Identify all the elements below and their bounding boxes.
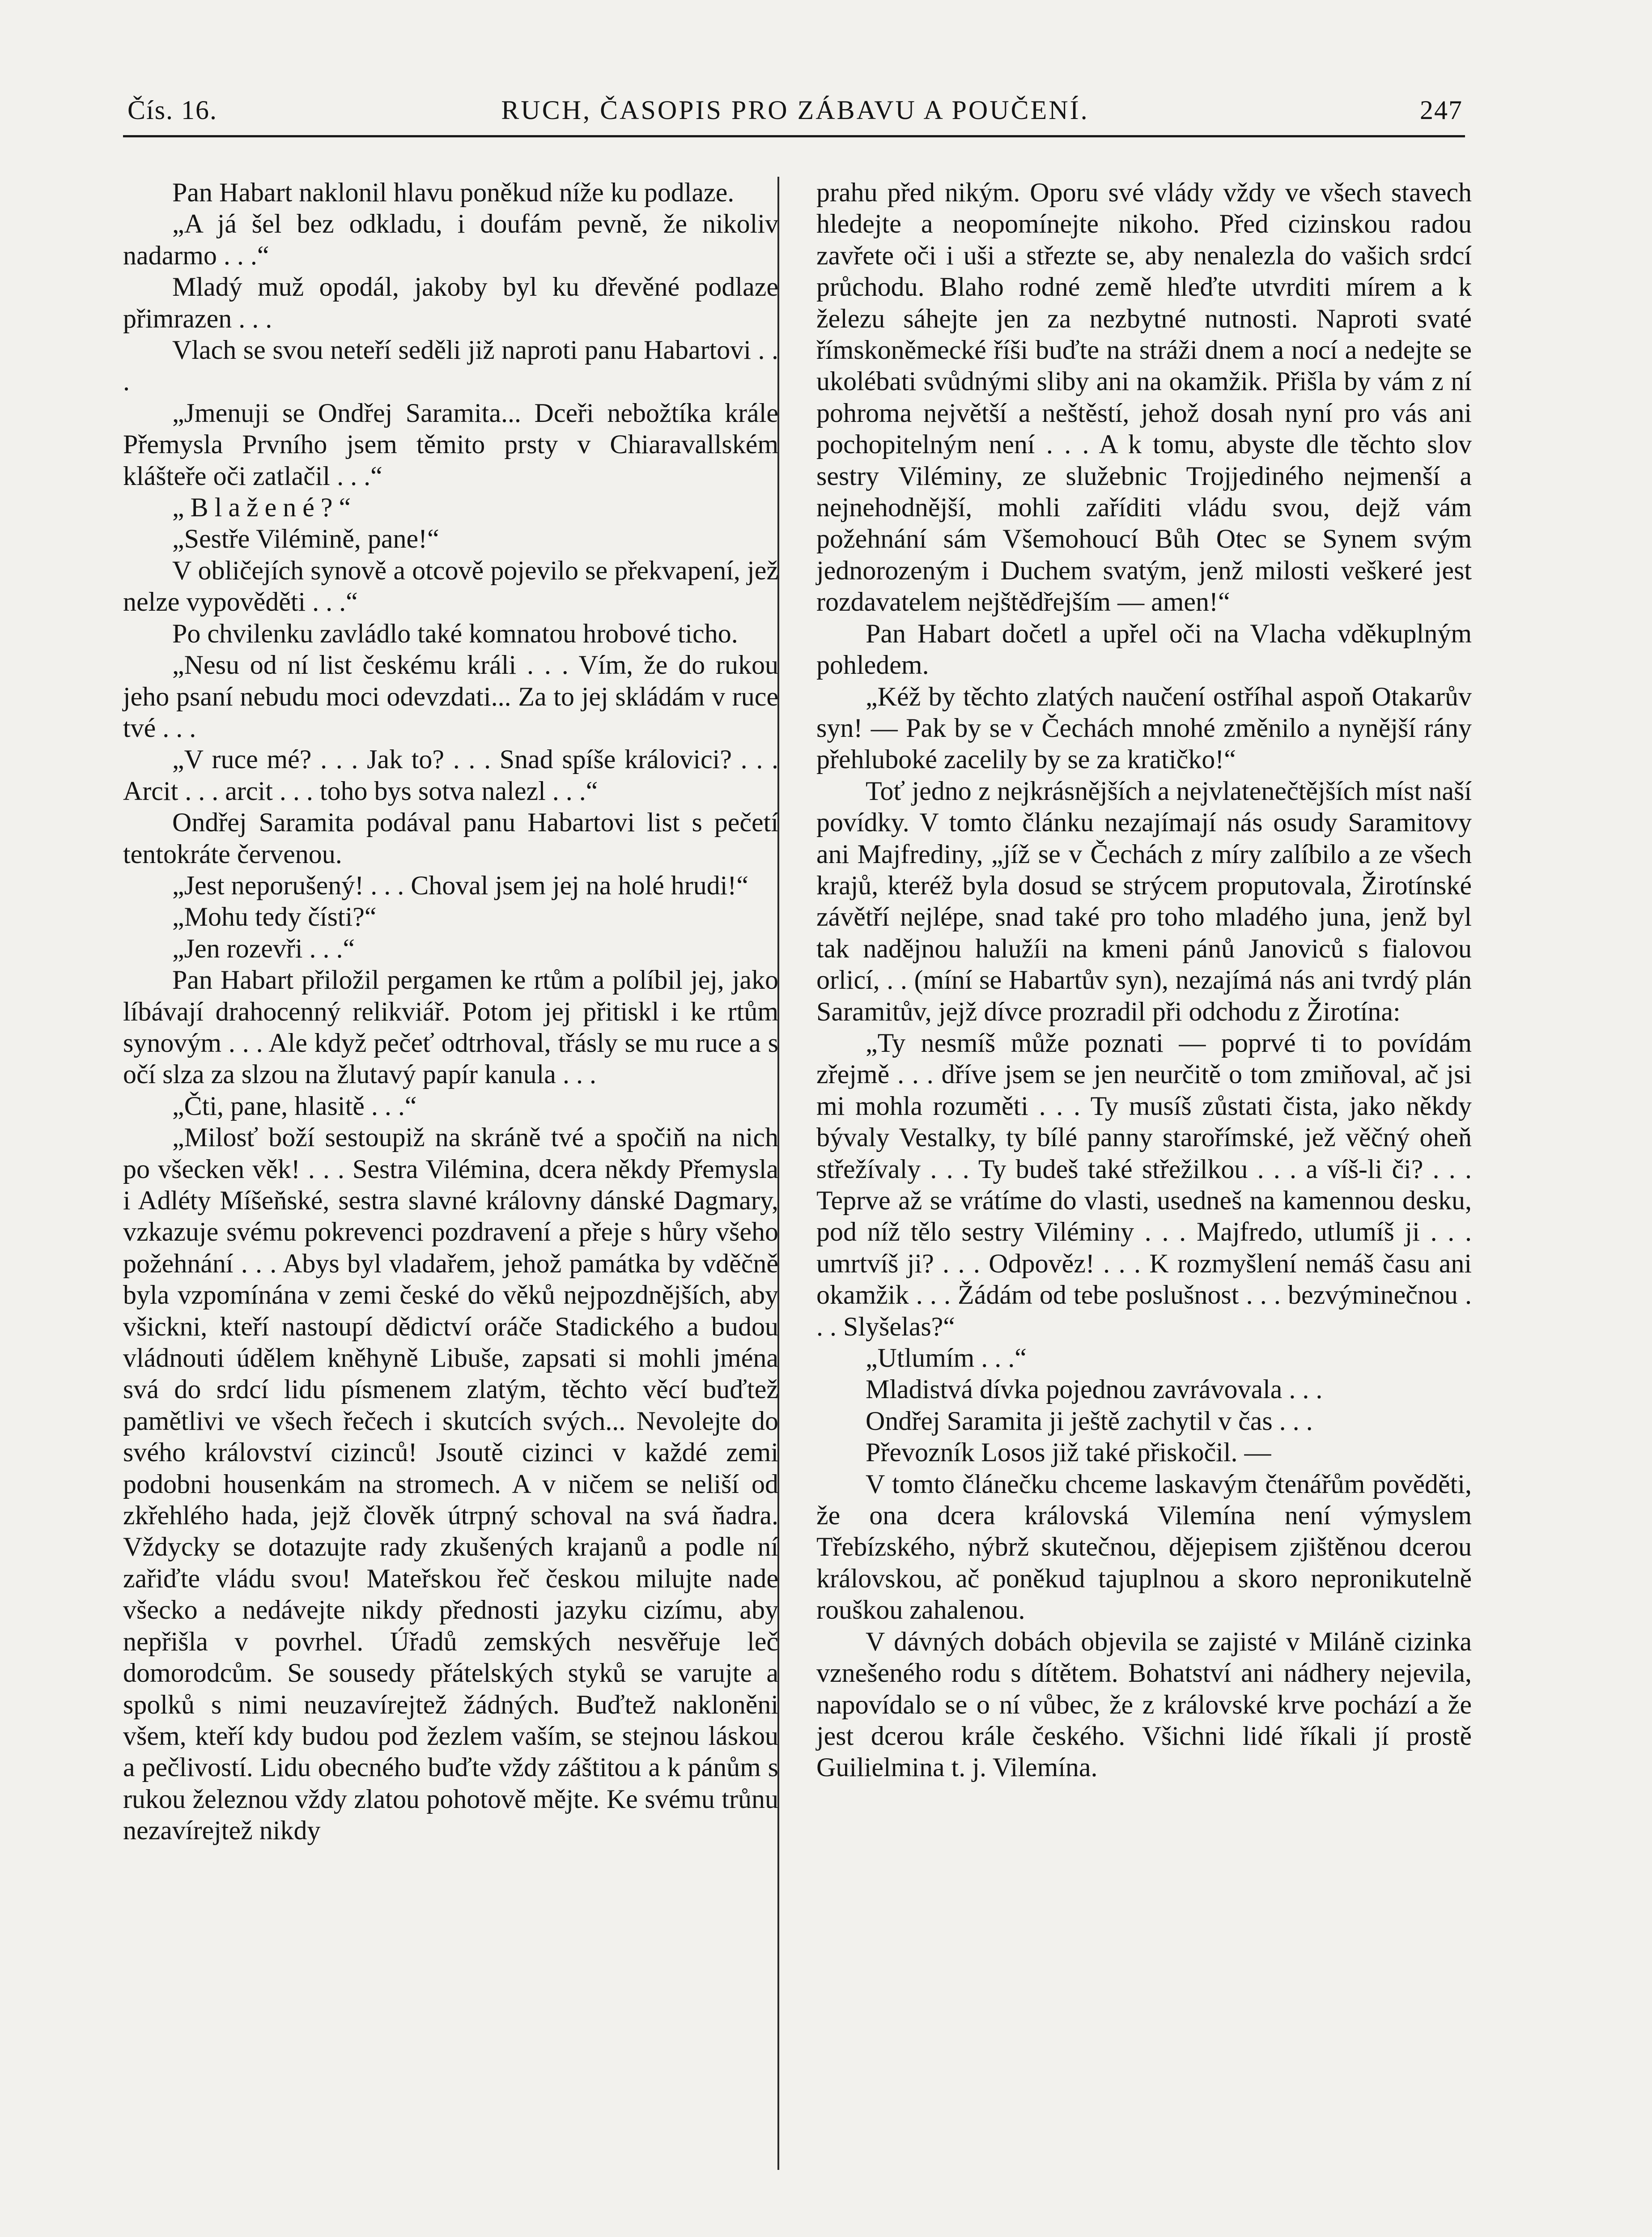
right-column (816, 177, 1472, 1783)
paragraph: „Utlumím . . .“ (866, 1343, 1027, 1373)
paragraph: Pan Habart dočetl a upřel oči na Vlacha vděkuplným pohledem. (816, 618, 1472, 680)
paragraph: „Milosť boží sestoupiž na skráně tvé a spočiň na nich po všecken věk! . . . Sestra Vilémina, dcera někdy Přemysla i Adléty Míšeňské, sestra slavné královny dánské Dagmary, vzkazuje svému pokrevenci pozdravení a přeje s hůry všeho požehnání . . . Abys byl vladařem, jehož památka by vděčně byla vzpomínána v zemi české do věků nejpozdnějších, aby všickni, kteří nastoupí dědictví oráče Stadického a budou vládnouti údělem kněhyně Libuše, zapsati si mohli jména svá do srdcí lidu písmenem zlatým, těchto věcí buďtež pamětlivi ve všech řečech i skutcích svých... Nevolejte do svého království cizinců! Jsoutě cizinci v každé zemi podobni housenkám na stromech. A v ničem se neliší od zkřehlého hada, jejž člověk útrpný schoval na svá ňadra. Vždycky se dotazujte rady zkušených krajanů a podle ní zařiďte vládu svou! Mateřskou řeč českou milujte nade všecko a nedávejte nikdy přednosti jazyku cizímu, aby nepřišla v povrhel. Úřadů zemských nesvěřuje leč domorodcům. Se sousedy přátelských styků se varujte a spolků s nimi neuzavírejtež žádných. Buďtež nakloněni všem, kteří kdy budou pod žezlem vaším, se stejnou láskou a pečlivostí. Lidu obecného buďte vždy záštitou a k pánům s rukou železnou vždy zlatou pohotově mějte. Ke svému trůnu nezavírejtež nikdy (123, 1123, 778, 1846)
paragraph: „V ruce mé? . . . Jak to? . . . Snad spíše královici? . . . Arcit . . . arcit . . . toho bys sotva nalezl . . .“ (123, 744, 778, 806)
paragraph: Ondřej Saramita ji ještě zachytil v čas . . . (866, 1406, 1313, 1436)
paragraph: „Mohu tedy čísti?“ (172, 902, 377, 932)
paragraph: „Ty nesmíš může poznati — poprvé ti to povídám zřejmě . . . dříve jsem se jen neurčitě o tom zmiňoval, ač jsi mi mohla rozuměti . . . Ty musíš zůstati čista, jako někdy bývaly Vestalky, ty bílé panny starořímské, jež věčný oheň střežívaly . . . Ty budeš také střežilkou . . . a víš-li či? . . . Teprve až se vrátíme do vlasti, usedneš na kamennou desku, pod níž tělo sestry Viléminy . . . Majfredo, utlumíš ji . . . umrtvíš ji? . . . Odpověz! . . . K rozmyšlení nemáš času ani okamžik . . . Žádám od tebe poslušnost . . . bezvýminečnou . . . Slyšelas?“ (816, 1028, 1472, 1341)
paragraph: Mladý muž opodál, jakoby byl ku dřevěné podlaze přimrazen . . . (123, 272, 778, 333)
paragraph: Po chvilenku zavládlo také komnatou hrobové ticho. (172, 618, 738, 648)
paragraph: „A já šel bez odkladu, i doufám pevně, že nikoliv nadarmo . . .“ (123, 209, 778, 270)
paragraph: prahu před nikým. Oporu své vlády vždy ve všech stavech hledejte a neopomínejte nikoho. Před cizinskou radou zavřete oči i uši a střezte se, aby nenalezla do vašich srdcí průchodu. Blaho rodné země hleďte utvrditi mírem a k železu sáhejte jen za nezbytné nutnosti. Naproti svaté římskoněmecké říši buďte na stráži dnem a nocí a nedejte se ukolébati svůdnými sliby ani na okamžik. Přišla by vám z ní pohroma největší a neštěstí, jehož dosah nyní pro vás ani pochopitelným není . . . A k tomu, abyste dle těchto slov sestry Viléminy, ze služebnic Trojjediného nejmenší a nejnehodnější, mohli zaříditi vládu svou, dejž vám požehnání sám Všemohoucí Bůh Otec se Synem svým jednorozeným i Duchem svatým, jenž milosti veškeré jest rozdavatelem nejštědřejším — amen!“ (816, 178, 1472, 617)
paragraph: „Jmenuji se Ondřej Saramita... Dceři nebožtíka krále Přemysla Prvního jsem těmito prsty v Chiaravallském klášteře oči zatlačil . . .“ (123, 398, 778, 491)
paragraph: V tomto článečku chceme laskavým čtenářům pověděti, že ona dcera královská Vilemína není výmyslem Třebízského, nýbrž skutečnou, dějepisem zjištěnou dcerou královskou, ač poněkud tajuplnou a skoro nepronikutelně rouškou zahalenou. (816, 1469, 1472, 1625)
paragraph: Pan Habart naklonil hlavu poněkud níže ku podlaze. (172, 178, 735, 207)
paragraph: „Kéž by těchto zlatých naučení ostříhal aspoň Otakarův syn! — Pak by se v Čechách mnohé změnilo a nynější rány přehluboké zacelily by se za kratičko!“ (816, 681, 1472, 774)
issue-number: Čís. 16. (127, 95, 218, 125)
page-number: 247 (1420, 95, 1463, 125)
paragraph: „Jen rozevři . . .“ (172, 933, 355, 963)
paragraph: „Jest neporušený! . . . Choval jsem jej na holé hrudi!“ (172, 870, 749, 900)
paragraph: Vlach se svou neteří seděli již naproti panu Habartovi . . . (123, 335, 778, 396)
header-rule (123, 135, 1465, 137)
paragraph: V obličejích synově a otcově pojevilo se překvapení, jež nelze vypověděti . . .“ (123, 555, 778, 617)
paragraph: Mladistvá dívka pojednou zavrávovala . . . (866, 1374, 1323, 1404)
paragraph: Toť jedno z nejkrásnějších a nejvlatenečtějších míst naší povídky. V tomto článku nezajímají nás osudy Saramitovy ani Majfrediny, „jíž se v Čechách z míry zalíbilo a ze všech krajů, kteréž byla dosud se strýcem proputovala, Žirotínské závětří nejlépe, snad také pro toho mladého juna, jenž byl tak nadějnou halužíi na kmeni pánů Janoviců s fialovou orlicí, . . (míní se Habartův syn), nezajímá nás ani tvrdý plán Saramitův, jejž dívce prozradil při odchodu z Žirotína: (816, 776, 1472, 1026)
paragraph: „Nesu od ní list českému králi . . . Vím, že do rukou jeho psaní nebudu moci odevzdati... Za to jej skládám v ruce tvé . . . (123, 650, 778, 743)
journal-title: RUCH, ČASOPIS PRO ZÁBAVU A POUČENÍ. (501, 95, 1089, 125)
paragraph: Převozník Losos již také přiskočil. — (866, 1437, 1271, 1467)
paragraph: „Sestře Vilémině, pane!“ (172, 524, 439, 554)
paragraph: „Čti, pane, hlasitě . . .“ (172, 1091, 417, 1121)
paragraph: V dávných dobách objevila se zajisté v Miláně cizinka vznešeného rodu s dítětem. Bohatství ani nádhery nejevila, napovídalo se o ní vůbec, že z královské krve pochází a že jest dcerou krále českého. Všichni lidé říkali jí prostě Guilielmina t. j. Vilemína. (816, 1626, 1472, 1782)
paragraph: Ondřej Saramita podával panu Habartovi list s pečetí tentokráte červenou. (123, 808, 778, 869)
paragraph: Pan Habart přiložil pergamen ke rtům a políbil jej, jako líbávají drahocenný relikviář. Potom jej přitiskl i ke rtům synovým . . . Ale když pečeť odtrhoval, třásly se mu ruce a s očí slza za slzou na žlutavý papír kanula . . . (123, 965, 778, 1089)
left-column (123, 177, 778, 1846)
page-header (127, 86, 1463, 126)
paragraph: „Blažené?“ (172, 493, 357, 523)
